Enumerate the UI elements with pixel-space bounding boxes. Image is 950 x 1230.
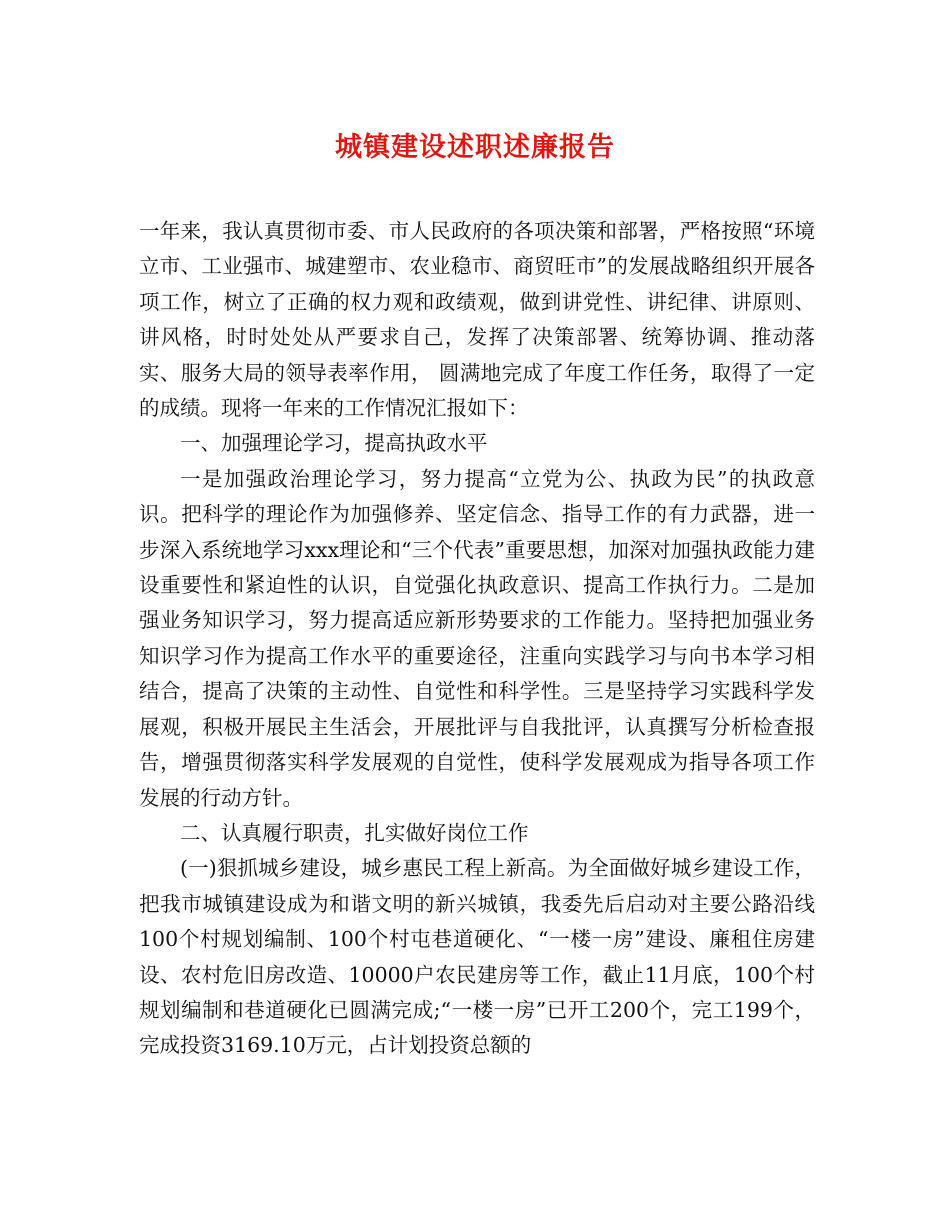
section-heading-2: 二、认真履行职责，扎实做好岗位工作 <box>180 820 529 845</box>
document-body <box>139 214 815 1064</box>
document-title: 城镇建设述职述廉报告 <box>335 132 615 163</box>
section-heading-1: 一、加强理论学习，提高执政水平 <box>180 431 488 456</box>
paragraph-urban-construction: (一)狠抓城乡建设，城乡惠民工程上新高。为全面做好城乡建设工作，把我市城镇建设成为和谐文明的新兴城镇，我委先后启动对主要公路沿线100个村规划编制、100个村屯巷道硬化、“一楼一房”建设、廉租住房建设、农村危旧房改造、10000户农民建房等工作，截止11月底，100个村规划编制和巷道硬化已圆满完成;“一楼一房”已开工200个，完工199个，完成投资3169.10万元，占计划投资总额的 <box>139 856 815 1058</box>
paragraph-theory-study: 一是加强政治理论学习，努力提高“立党为公、执政为民”的执政意识。把科学的理论作为加强修养、坚定信念、指导工作的有力武器，进一步深入系统地学习xxx理论和“三个代表”重要思想，加深对加强执政能力建设重要性和紧迫性的认识，自觉强化执政意识、提高工作执行力。二是加强业务知识学习，努力提高适应新形势要求的工作能力。坚持把加强业务知识学习作为提高工作水平的重要途径，注重向实践学习与向书本学习相结合，提高了决策的主动性、自觉性和科学性。三是坚持学习实践科学发展观，积极开展民主生活会，开展批评与自我批评，认真撰写分析检查报告，增强贯彻落实科学发展观的自觉性，使科学发展观成为指导各项工作发展的行动方针。 <box>139 466 815 810</box>
paragraph-intro: 一年来，我认真贯彻市委、市人民政府的各项决策和部署，严格按照“环境立市、工业强市、城建塑市、农业稳市、商贸旺市”的发展战略组织开展各项工作，树立了正确的权力观和政绩观，做到讲党性、讲纪律、讲原则、讲风格，时时处处从严要求自己，发挥了决策部署、统筹协调、推动落实、服务大局的领导表率作用， 圆满地完成了年度工作任务，取得了一定的成绩。现将一年来的工作情况汇报如下： <box>139 219 815 421</box>
